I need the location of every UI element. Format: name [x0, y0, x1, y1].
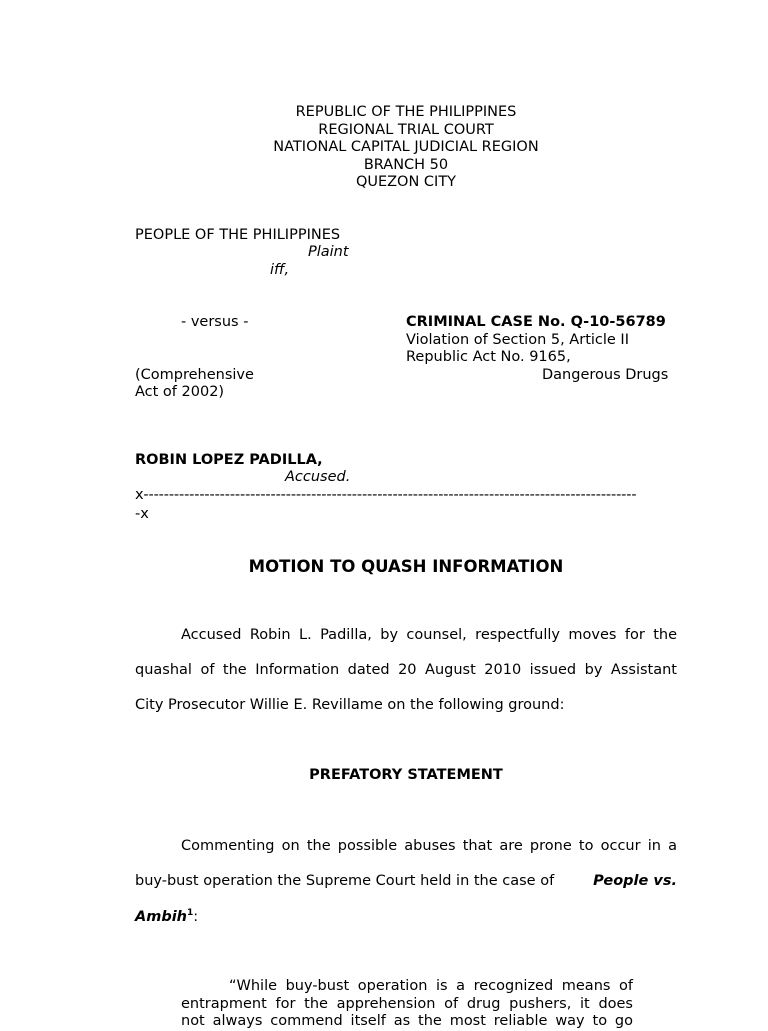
caption-separator-end: -x: [135, 506, 149, 522]
intro-line-1: Accused Robin L. Padilla, by counsel, respectfully moves for the: [181, 627, 677, 643]
violation-line-3-right: Dangerous Drugs: [542, 367, 669, 383]
citation-colon: :: [193, 908, 199, 925]
prefatory-line-3: [135, 908, 198, 925]
court-header-line-3: NATIONAL CAPITAL JUDICIAL REGION: [273, 139, 539, 155]
intro-line-2: quashal of the Information dated 20 August 2010 issued by Assistant: [135, 662, 677, 678]
footnote-marker: 1: [187, 908, 194, 918]
prefatory-line-2: [135, 873, 677, 889]
accused-role: Accused.: [285, 469, 351, 485]
violation-line-4: Act of 2002): [135, 384, 225, 400]
prefatory-line-1: Commenting on the possible abuses that are prone to occur in a: [181, 838, 677, 854]
caption-separator: x-------------------------------------------------------------------------------------------------: [135, 487, 637, 503]
plaintiff-name: PEOPLE OF THE PHILIPPINES: [135, 227, 341, 243]
case-citation-part2: Ambih: [135, 908, 188, 925]
accused-name: ROBIN LOPEZ PADILLA,: [135, 452, 323, 468]
case-citation-part1: People vs.: [593, 873, 677, 889]
quote-line-1: “While buy-bust operation is a recognized means of: [229, 978, 633, 994]
violation-line-1: Violation of Section 5, Article II: [406, 332, 629, 348]
quote-line-2: entrapment for the apprehension of drug pushers, it does: [181, 996, 633, 1012]
court-header-line-4: BRANCH 50: [363, 156, 449, 173]
violation-line-3-left: (Comprehensive: [135, 367, 254, 383]
plaintiff-role-part1: Plaint: [308, 244, 349, 260]
court-header-line-5: QUEZON CITY: [355, 174, 457, 190]
court-header-line-1: REPUBLIC OF THE PHILIPPINES: [295, 104, 517, 120]
intro-line-3: City Prosecutor Willie E. Revillame on the following ground:: [135, 697, 565, 713]
plaintiff-role-part2: iff,: [270, 262, 290, 278]
versus-label: - versus -: [181, 314, 249, 330]
prefatory-line-2-text: buy-bust operation the Supreme Court held in the case of: [135, 873, 555, 889]
document-title: MOTION TO QUASH INFORMATION: [248, 557, 564, 576]
quote-line-3: not always commend itself as the most reliable way to go: [181, 1013, 633, 1029]
case-number: CRIMINAL CASE No. Q-10-56789: [406, 314, 666, 330]
court-header-line-2: REGIONAL TRIAL COURT: [318, 121, 494, 138]
violation-line-2: Republic Act No. 9165,: [406, 349, 571, 365]
section-heading: PREFATORY STATEMENT: [309, 767, 503, 783]
